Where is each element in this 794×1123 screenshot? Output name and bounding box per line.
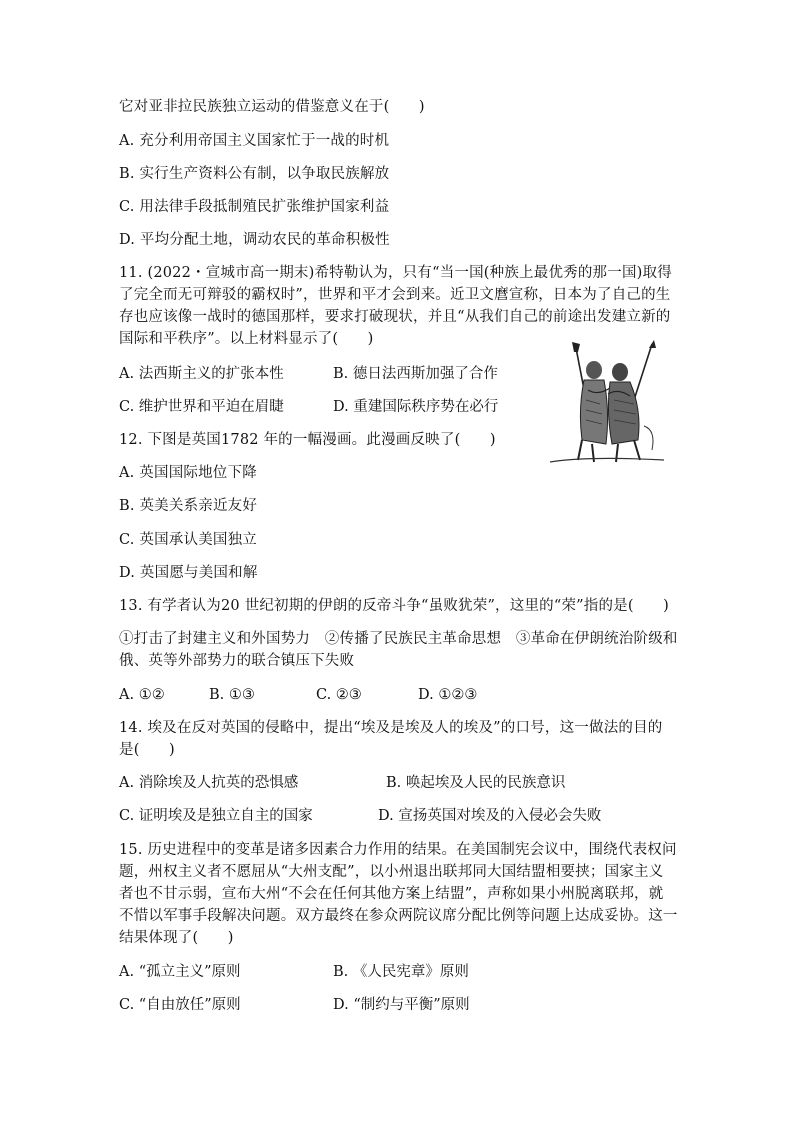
q15-option-c: C. “自由放任”原则	[119, 997, 241, 1013]
q11-option-a: A. 法西斯主义的扩张本性	[119, 366, 284, 382]
q10-option-c: C. 用法律手段抵制殖民扩张维护国家利益	[119, 199, 390, 215]
q12-option-b: B. 英美关系亲近友好	[119, 498, 258, 514]
q10-option-d: D. 平均分配土地，调动农民的革命积极性	[119, 232, 390, 248]
q15-stem-line-1: 15. 历史进程中的变革是诸多因素合力作用的结果。在美国制宪会议中，围绕代表权问	[119, 842, 677, 858]
q15-option-d: D. “制约与平衡”原则	[333, 997, 470, 1013]
q13-items-line-2: 俄、英等外部势力的联合镇压下失败	[119, 653, 355, 669]
q13-option-d: D. ①②③	[418, 687, 478, 703]
q14-stem-line-2: 是( )	[119, 742, 175, 758]
q15-option-a: A. “孤立主义”原则	[119, 964, 241, 980]
q15-stem-line-2: 题，州权主义者不愿屈从“大州支配”，以小州退出联邦同大国结盟相要挟；国家主义	[119, 864, 664, 880]
q11-stem-line-3: 存也应该像一战时的德国那样，要求打破现状，并且“从我们自己的前途出发建立新的	[119, 309, 671, 325]
q13-stem: 13. 有学者认为20 世纪初期的伊朗的反帝斗争“虽败犹荣”，这里的“荣”指的是( )	[119, 598, 669, 614]
q14-stem-line-1: 14. 埃及在反对英国的侵略中，提出“埃及是埃及人的埃及”的口号，这一做法的目的	[119, 720, 663, 736]
q13-option-c: C. ②③	[316, 687, 362, 703]
q10-stem-tail: 它对亚非拉民族独立运动的借鉴意义在于( )	[119, 99, 425, 115]
q14-option-c: C. 证明埃及是独立自主的国家	[119, 808, 313, 824]
q13-items-line-1: ①打击了封建主义和外国势力 ②传播了民族民主革命思想 ③革命在伊朗统治阶级和	[119, 631, 678, 647]
cartoon-illustration	[548, 340, 666, 466]
q15-option-b: B. 《人民宪章》原则	[333, 964, 469, 980]
q12-option-d: D. 英国愿与美国和解	[119, 565, 258, 581]
q15-stem-line-3: 者也不甘示弱，宣布大州“不会在任何其他方案上结盟”，声称如果小州脱离联邦，就	[119, 886, 664, 902]
q11-stem-line-1: 11. (2022・宣城市高一期末)希特勒认为，只有“当一国(种族上最优秀的那一国)取得	[119, 265, 672, 281]
q14-option-a: A. 消除埃及人抗英的恐惧感	[119, 775, 299, 791]
q12-option-c: C. 英国承认美国独立	[119, 532, 257, 548]
q11-stem-line-2: 了完全而无可辩驳的霸权时”，世界和平才会到来。近卫文麿宣称，日本为了自己的生	[119, 287, 671, 303]
q14-option-d: D. 宣扬英国对埃及的入侵必会失败	[378, 808, 602, 824]
q11-option-d: D. 重建国际秩序势在必行	[333, 399, 499, 415]
q11-stem-line-4: 国际和平秩序”。以上材料显示了( )	[119, 331, 374, 347]
q11-option-b: B. 德日法西斯加强了合作	[333, 366, 498, 382]
q13-option-b: B. ①③	[209, 687, 255, 703]
q12-stem: 12. 下图是英国1782 年的一幅漫画。此漫画反映了( )	[119, 432, 496, 448]
q15-stem-line-4: 不惜以军事手段解决问题。双方最终在参众两院议席分配比例等问题上达成妥协。这一	[119, 908, 678, 924]
q10-option-b: B. 实行生产资料公有制，以争取民族解放	[119, 166, 390, 182]
q13-option-a: A. ①②	[119, 687, 165, 703]
q14-option-b: B. 唤起埃及人民的民族意识	[386, 775, 566, 791]
q10-option-a: A. 充分利用帝国主义国家忙于一战的时机	[119, 133, 390, 149]
q11-option-c: C. 维护世界和平迫在眉睫	[119, 399, 284, 415]
q15-stem-line-5: 结果体现了( )	[119, 930, 234, 946]
q12-option-a: A. 英国国际地位下降	[119, 465, 257, 481]
